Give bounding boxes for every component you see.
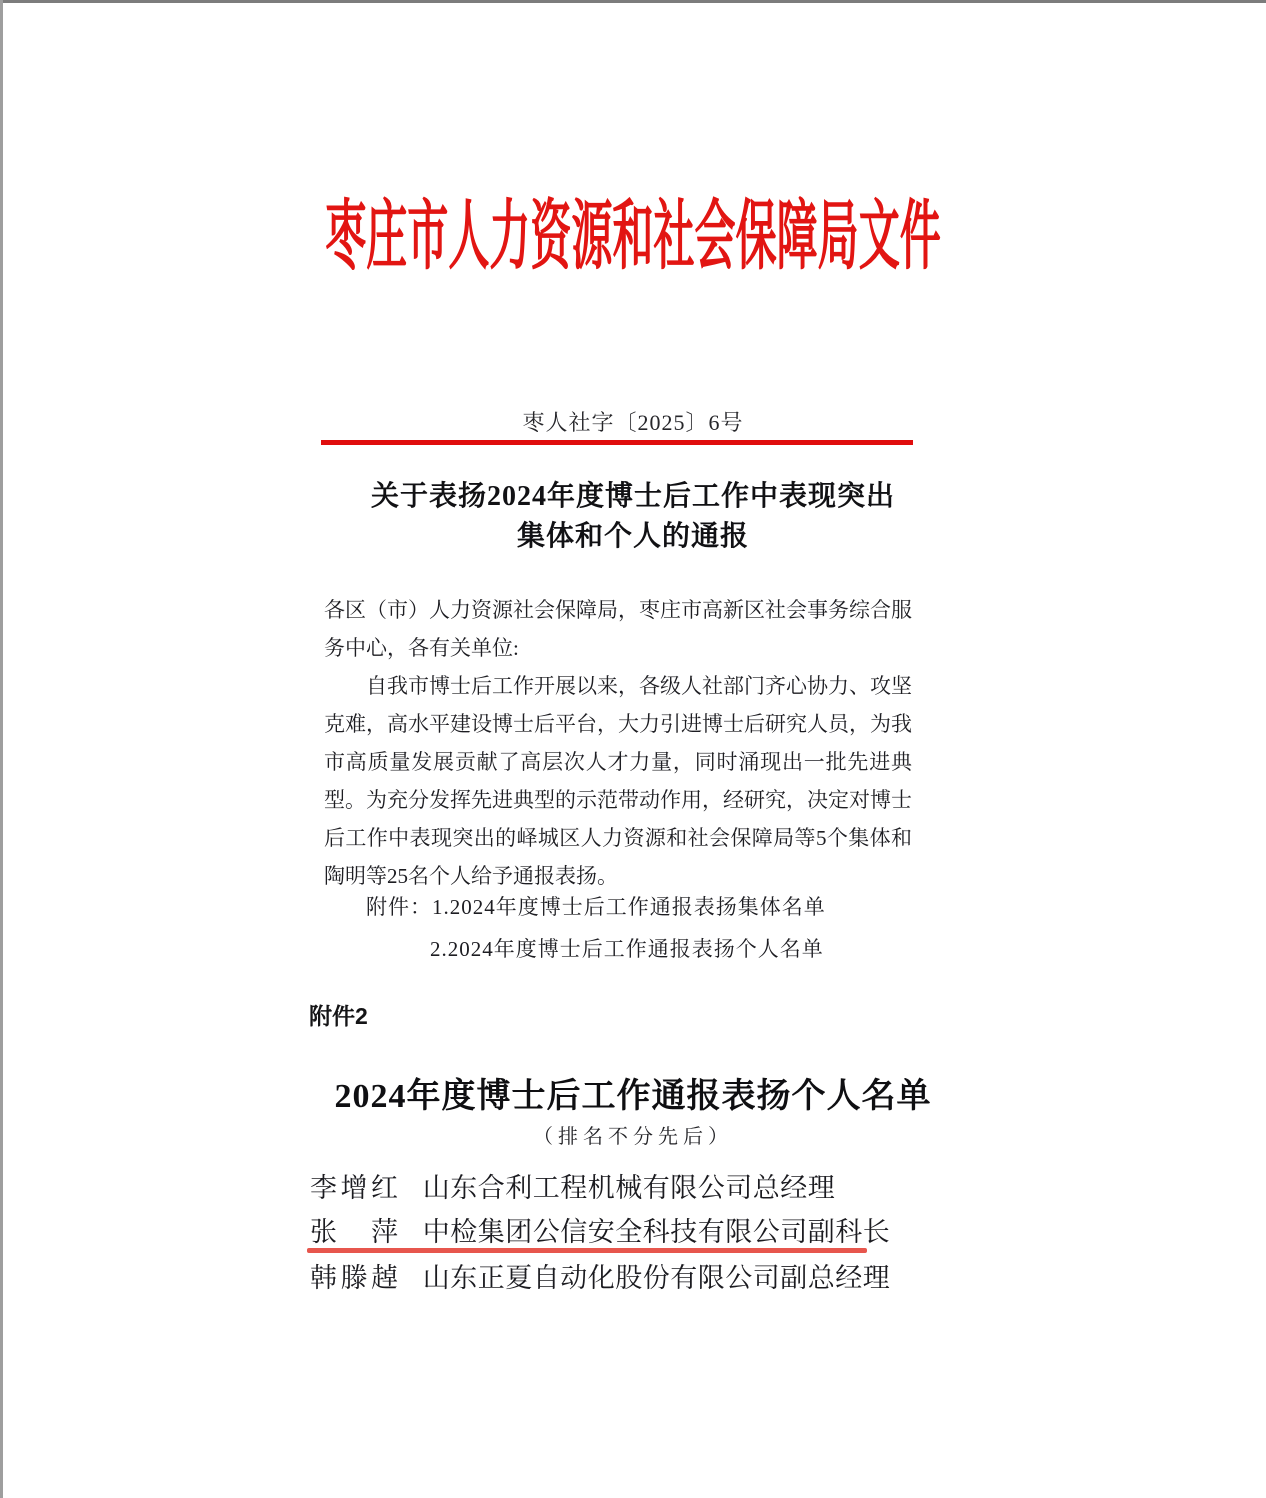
doc-title [0,477,1266,557]
masthead [0,195,1266,279]
person-row [310,1172,950,1204]
body-line: 自我市博士后工作开展以来，各级人社部门齐心协力、攻坚 [366,674,912,698]
body-line: 克难，高水平建设博士后平台，大力引进博士后研究人员，为我 [324,712,912,736]
doc-title-line-2: 集体和个人的通报 [516,521,749,552]
appendix-label: 附件2 [309,1003,368,1029]
attachment-item-1: 1.2024年度博士后工作通报表扬集体名单 [432,895,826,919]
person-position: 山东正夏自动化股份有限公司副总经理 [422,1263,891,1293]
attachment-line-2 [430,934,824,964]
body-line: 务中心，各有关单位: [324,636,519,660]
person-row [310,1216,950,1248]
person-name: 张 萍 [310,1217,398,1247]
person-row [310,1262,950,1294]
person-name: 韩滕趠 [310,1263,398,1293]
attachment-list-label: 附件： [366,895,432,919]
person-name: 李增红 [310,1173,398,1203]
attachment-item-2: 2.2024年度博士后工作通报表扬个人名单 [430,937,824,961]
body-paragraph [324,591,912,895]
body-line: 型。为充分发挥先进典型的示范带动作用，经研究，决定对博士 [324,788,912,812]
doc-title-line-1: 关于表扬2024年度博士后工作中表现突出 [370,481,895,512]
body-line: 陶明等25名个人给予通报表扬。 [324,864,618,888]
person-position: 中检集团公信安全科技有限公司副科长 [422,1217,891,1247]
list-title: 2024年度博士后工作通报表扬个人名单 [334,1078,932,1115]
body-line: 市高质量发展贡献了高层次人才力量，同时涌现出一批先进典 [324,750,912,774]
body-line: 后工作中表现突出的峄城区人力资源和社会保障局等5个集体和 [324,826,912,850]
doc-number: 枣人社字〔2025〕6号 [522,410,744,435]
attachment-line-1 [366,892,826,922]
person-position: 山东合利工程机械有限公司总经理 [422,1173,836,1203]
list-subtitle: （排名不分先后） [533,1126,733,1148]
red-rule [321,440,913,445]
scan-edge-top [0,0,1266,3]
masthead-title: 枣庄市人力资源和社会保障局文件 [325,195,941,279]
body-line: 各区（市）人力资源社会保障局，枣庄市高新区社会事务综合服 [324,598,912,622]
highlight-underline [307,1248,867,1253]
